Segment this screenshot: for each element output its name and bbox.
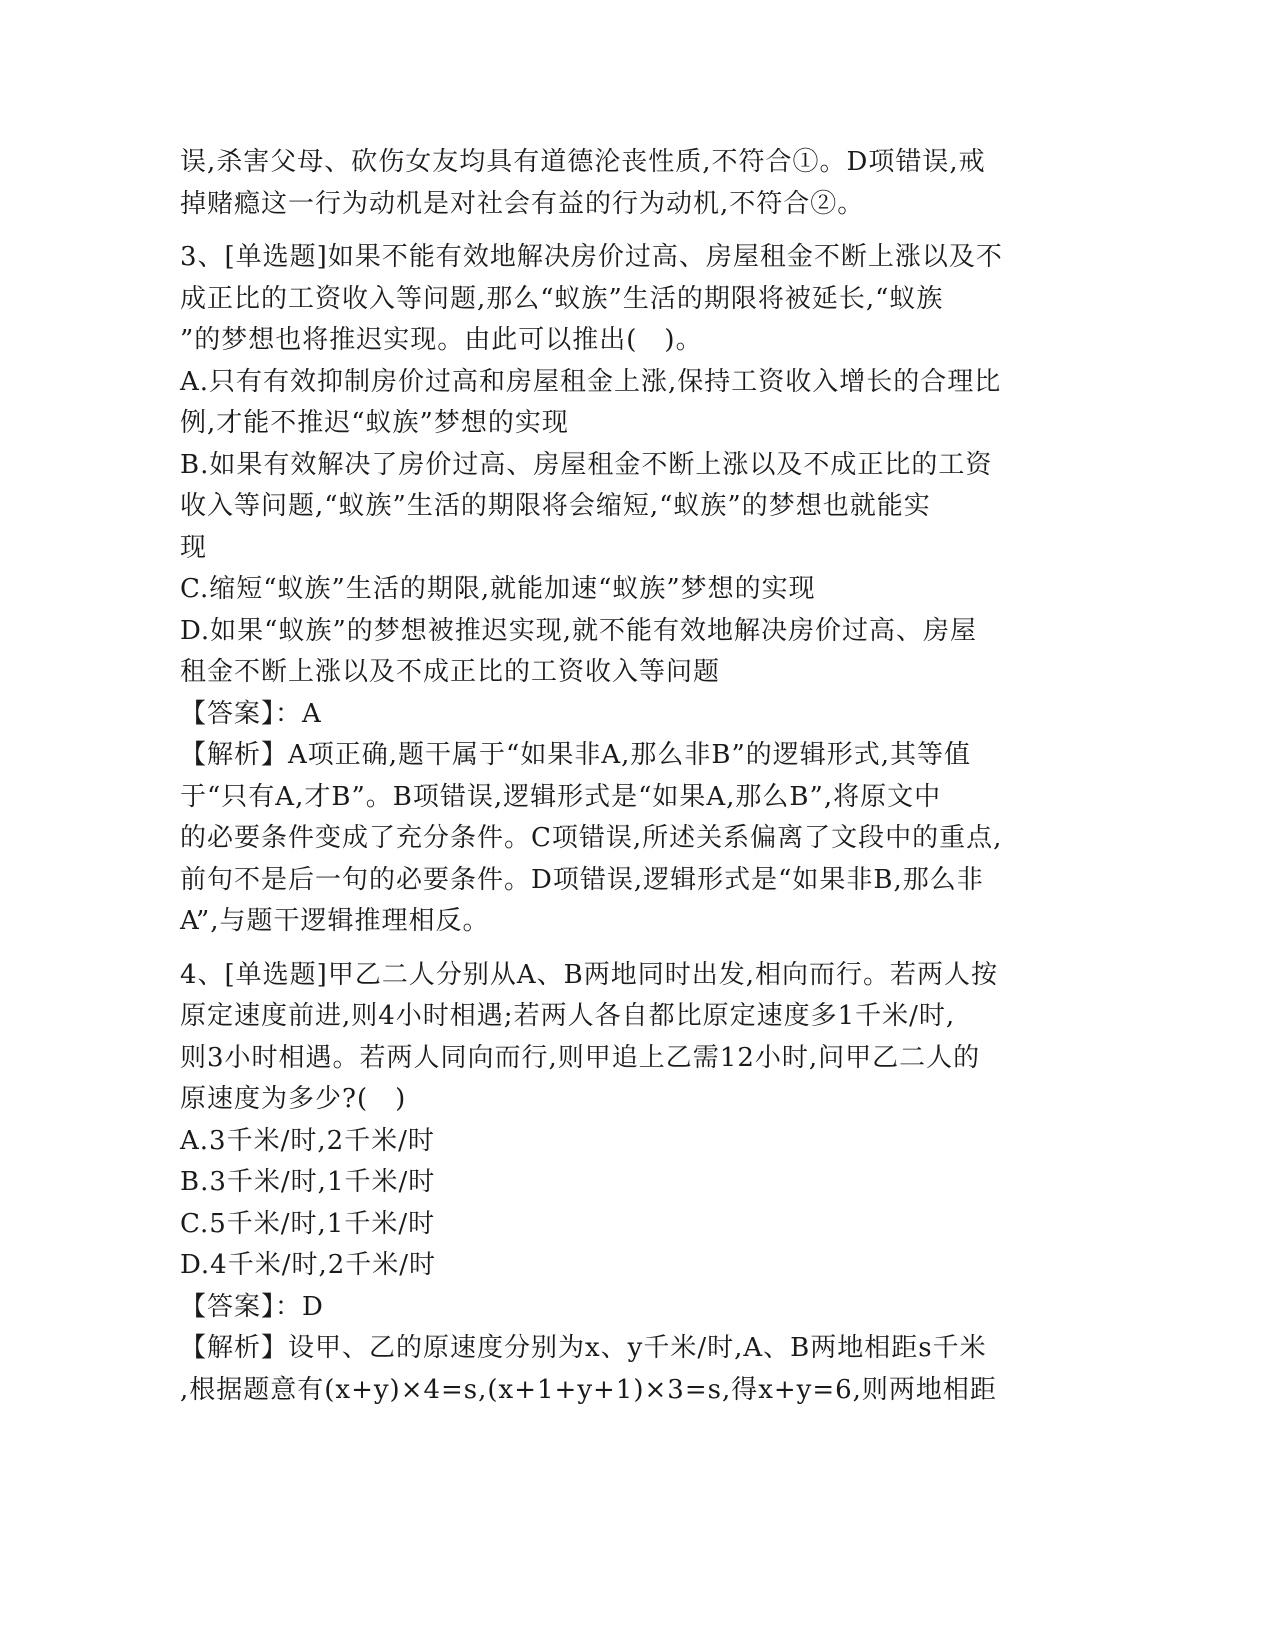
question-4-option-d: D.4千米/时,2千米/时: [180, 1250, 437, 1280]
question-3-stem: [180, 237, 1060, 362]
text-line: ,根据题意有(x+y)×4=s,(x+1+y+1)×3=s,得x+y=6,则两地相距: [180, 1374, 997, 1405]
question-3-option-b: [180, 445, 1060, 570]
text-line: 【解析】设甲、乙的原速度分别为x、y千米/时,A、B两地相距s千米: [180, 1333, 987, 1363]
question-3-analysis: [180, 735, 1060, 943]
question-4-answer: 【答案】：D: [180, 1291, 324, 1322]
text-line: 的必要条件变成了充分条件。C项错误,所述关系偏离了文段中的重点,: [180, 823, 1003, 853]
text-line: 于“只有A,才B”。B项错误,逻辑形式是“如果A,那么B”,将原文中: [180, 781, 942, 812]
text-line: 原定速度前进,则4小时相遇;若两人各自都比原定速度多1千米/时,: [180, 1001, 956, 1031]
text-line: A”,与题干逻辑推理相反。: [180, 906, 490, 936]
page-content: [180, 142, 1060, 1411]
question-3-option-d: [180, 611, 1060, 694]
question-4: [180, 955, 1060, 1412]
text-line: 掉赌瘾这一行为动机是对社会有益的行为动机,不符合②。: [180, 188, 865, 219]
text-line: 成正比的工资收入等问题,那么“蚁族”生活的期限将被延长,“蚁族: [180, 283, 944, 314]
question-4-option-c: C.5千米/时,1千米/时: [180, 1208, 436, 1239]
text-line: 原速度为多少?( ): [180, 1084, 407, 1114]
text-line: 则3小时相遇。若两人同向而行,则甲追上乙需12小时,问甲乙二人的: [180, 1042, 981, 1073]
text-line: C.缩短“蚁族”生活的期限,就能加速“蚁族”梦想的实现: [180, 574, 816, 604]
question-3: [180, 237, 1060, 943]
question-3-option-c: [180, 569, 1060, 611]
text-line: 3、[单选题]如果不能有效地解决房价过高、房屋租金不断上涨以及不: [180, 242, 1003, 272]
question-3-option-a: [180, 362, 1060, 445]
text-line: 4、[单选题]甲乙二人分别从A、B两地同时出发,相向而行。若两人按: [180, 959, 998, 990]
text-line: 【解析】A项正确,题干属于“如果非A,那么非B”的逻辑形式,其等值: [180, 740, 972, 770]
text-line: 租金不断上涨以及不成正比的工资收入等问题: [180, 657, 721, 687]
previous-analysis-continuation: [180, 142, 1060, 225]
text-line: 现: [180, 532, 208, 563]
question-4-option-a: A.3千米/时,2千米/时: [180, 1125, 435, 1156]
text-line: B.如果有效解决了房价过高、房屋租金不断上涨以及不成正比的工资: [180, 449, 993, 480]
text-line: A.只有有效抑制房价过高和房屋租金上涨,保持工资收入增长的合理比: [180, 366, 1002, 397]
text-line: 误,杀害父母、砍伤女友均具有道德沦丧性质,不符合①。D项错误,戒: [180, 147, 986, 177]
question-4-option-b: B.3千米/时,1千米/时: [180, 1167, 436, 1197]
text-line: 例,才能不推迟“蚁族”梦想的实现: [180, 408, 569, 438]
text-line: D.如果“蚁族”的梦想被推迟实现,就不能有效地解决房价过高、房屋: [180, 615, 978, 646]
question-4-stem: [180, 955, 1060, 1121]
question-3-answer: 【答案】：A: [180, 698, 322, 729]
text-line: 前句不是后一句的必要条件。D项错误,逻辑形式是“如果非B,那么非: [180, 864, 984, 895]
question-4-analysis: [180, 1328, 1060, 1411]
text-line: ”的梦想也将推迟实现。由此可以推出( )。: [180, 325, 703, 355]
text-line: 收入等问题,“蚁族”生活的期限将会缩短,“蚁族”的梦想也就能实: [180, 491, 931, 521]
